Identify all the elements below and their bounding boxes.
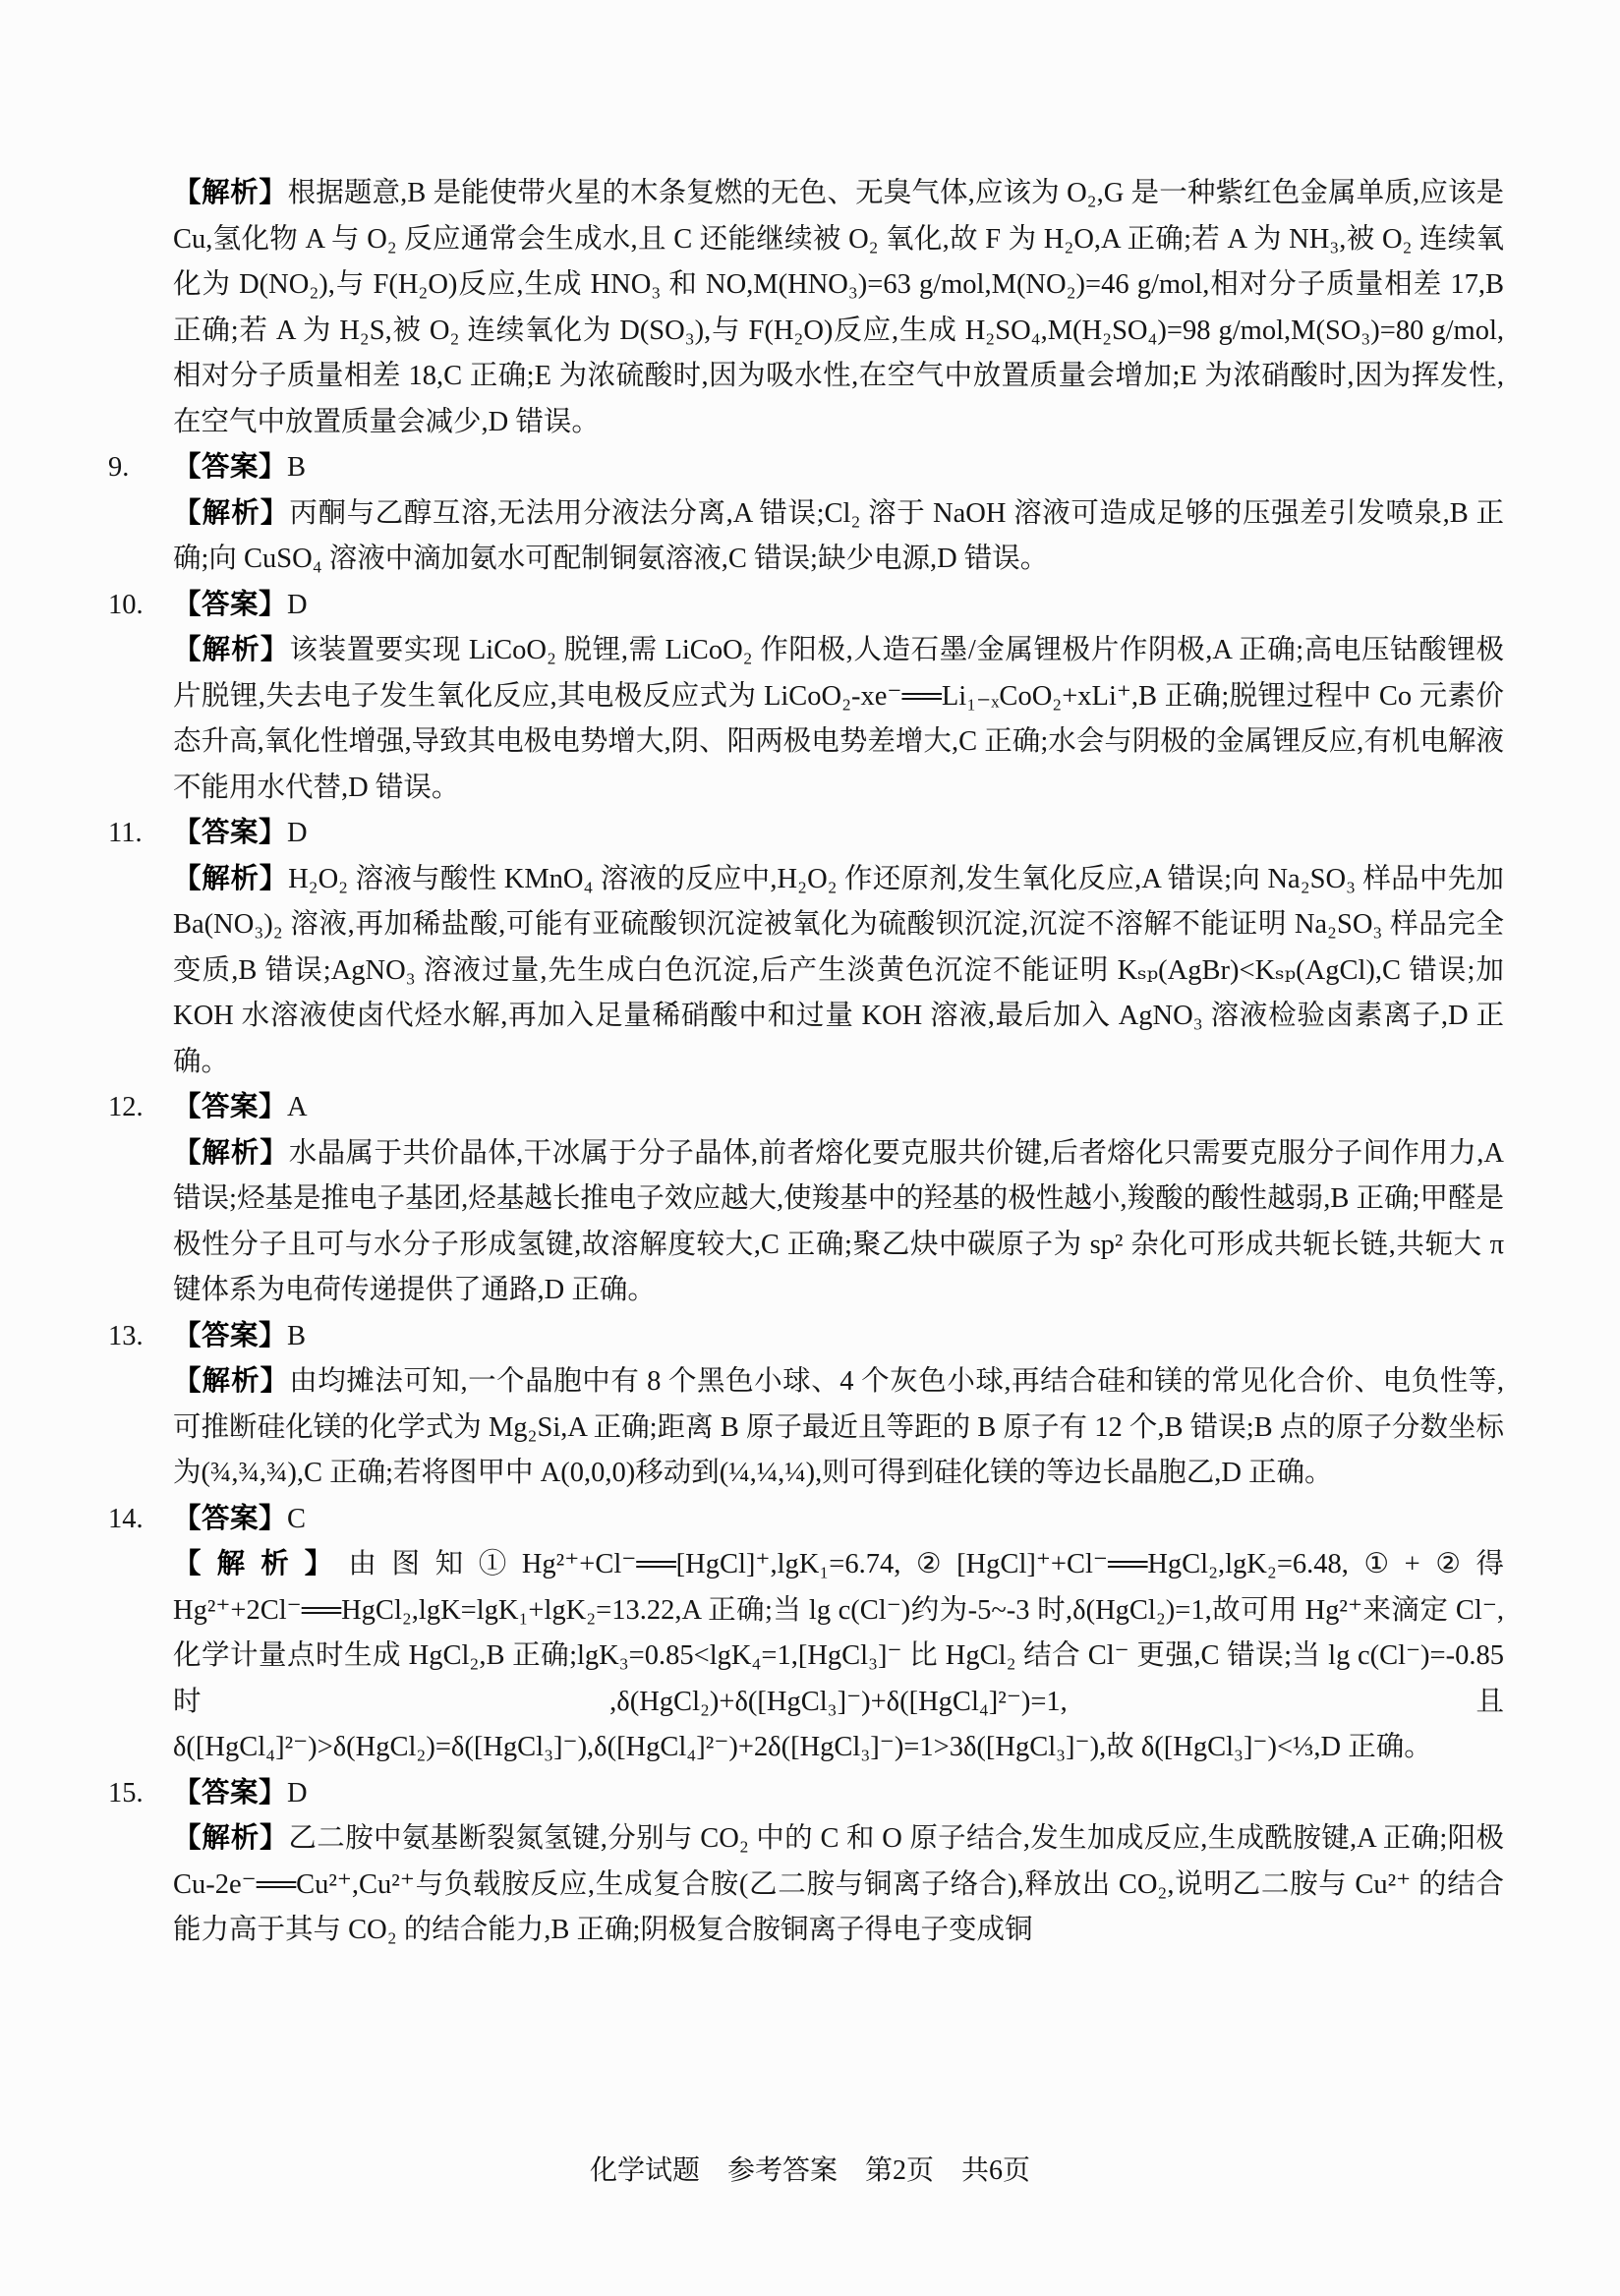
answer-item-14 xyxy=(108,1497,1504,1771)
footer-page-number: 第2页 xyxy=(865,2154,935,2186)
footer-section: 参考答案 xyxy=(726,2154,838,2186)
answer-letter: D xyxy=(287,818,308,848)
answer-item-13 xyxy=(108,1314,1504,1497)
answer-item-15 xyxy=(108,1771,1504,1954)
answer-line xyxy=(108,1314,1504,1360)
answer-label: 【答案】 xyxy=(173,1503,288,1534)
answer-item-10 xyxy=(108,583,1504,812)
answer-label: 【答案】 xyxy=(173,452,288,483)
answer-letter: B xyxy=(287,452,307,483)
answer-line xyxy=(108,1771,1504,1817)
analysis-label: 【解析】 xyxy=(173,863,289,894)
analysis-paragraph xyxy=(173,857,1504,1086)
analysis-label: 【解析】 xyxy=(173,1823,289,1854)
question-number: 12. xyxy=(108,1092,144,1122)
answer-line xyxy=(108,583,1504,629)
analysis-paragraph xyxy=(173,491,1504,583)
answer-line xyxy=(108,1085,1504,1131)
answer-item-12 xyxy=(108,1085,1504,1314)
analysis-text: 丙酮与乙醇互溶,无法用分液法分离,A 错误;Cl₂ 溶于 NaOH 溶液可造成足够的压强差引发喷泉,B 正确;向 CuSO₄ 溶液中滴加氨水可配制铜氨溶液,C 错误;缺少电源,D 错误。 xyxy=(173,497,1504,574)
analysis-text: 水晶属于共价晶体,干冰属于分子晶体,前者熔化要克服共价键,后者熔化只需要克服分子间作用力,A 错误;烃基是推电子基团,烃基越长推电子效应越大,使羧基中的羟基的极性越小,羧酸的酸性越弱,B 正确;甲醛是极性分子且可与水分子形成氢键,故溶解度较大,C 正确;聚乙炔中碳原子为 sp² 杂化可形成共轭长链,共轭大 π 键体系为电荷传递提供了通路,D 正确。 xyxy=(173,1137,1504,1305)
footer-doc-title: 化学试题 xyxy=(589,2154,700,2186)
analysis-text: 该装置要实现 LiCoO₂ 脱锂,需 LiCoO₂ 作阳极,人造石墨/金属锂极片作阴极,A 正确;高电压钴酸锂极片脱锂,失去电子发生氧化反应,其电极反应式为 LiCoO₂-xe⁻══Li₁₋ₓCoO₂+xLi⁺,B 正确;脱锂过程中 Co 元素价态升高,氧化性增强,导致其电极电势增大,阴、阳两极电势差增大,C 正确;水会与阴极的金属锂反应,有机电解液不能用水代替,D 错误。 xyxy=(173,635,1504,803)
answer-letter: A xyxy=(287,1092,308,1122)
question-number: 10. xyxy=(108,589,144,620)
question-number: 13. xyxy=(108,1320,144,1351)
analysis-text: 根据题意,B 是能使带火星的木条复燃的无色、无臭气体,应该为 O₂,G 是一种紫红色金属单质,应该是 Cu,氢化物 A 与 O₂ 反应通常会生成水,且 C 还能继续被 O₂ 氧化,故 F 为 H₂O,A 正确;若 A 为 NH₃,被 O₂ 连续氧化为 D(NO₂),与 F(H₂O)反应,生成 HNO₃ 和 NO,M(HNO₃)=63 g/mol,M(NO₂)=46 g/mol,相对分子质量相差 17,B 正确;若 A 为 H₂S,被 O₂ 连续氧化为 D(SO₃),与 F(H₂O)反应,生成 H₂SO₄,M(H₂SO₄)=98 g/mol,M(SO₃)=80 g/mol,相对分子质量相差 18,C 正确;E 为浓硫酸时,因为吸水性,在空气中放置质量会增加;E 为浓硝酸时,因为挥发性,在空气中放置质量会减少,D 错误。 xyxy=(173,178,1504,437)
analysis-paragraph xyxy=(173,1816,1504,1954)
analysis-text: 由均摊法可知,一个晶胞中有 8 个黑色小球、4 个灰色小球,再结合硅和镁的常见化合价、电负性等,可推断硅化镁的化学式为 Mg₂Si,A 正确;距离 B 原子最近且等距的 B 原子有 12 个,B 错误;B 点的原子分数坐标为(¾,¾,¾),C 正确;若将图甲中 A(0,0,0)移动到(¼,¼,¼),则可得到硅化镁的等边长晶胞乙,D 正确。 xyxy=(173,1366,1504,1488)
analysis-paragraph xyxy=(173,1131,1504,1314)
analysis-text: 由图知①Hg²⁺+Cl⁻══[HgCl]⁺,lgK₁=6.74,②[HgCl]⁺+Cl⁻══HgCl₂,lgK₂=6.48,①+②得 Hg²⁺+2Cl⁻══HgCl₂,lgK=lgK₁+lgK₂=13.22,A 正确;当 lg c(Cl⁻)约为-5~-3 时,δ(HgCl₂)=1,故可用 Hg²⁺来滴定 Cl⁻,化学计量点时生成 HgCl₂,B 正确;lgK₃=0.85<lgK₄=1,[HgCl₃]⁻ 比 HgCl₂ 结合 Cl⁻ 更强,C 错误;当 lg c(Cl⁻)=-0.85 时,δ(HgCl₂)+δ([HgCl₃]⁻)+δ([HgCl₄]²⁻)=1,且 δ([HgCl₄]²⁻)>δ(HgCl₂)=δ([HgCl₃]⁻),δ([HgCl₄]²⁻)+2δ([HgCl₃]⁻)=1>3δ([HgCl₃]⁻),故 δ([HgCl₃]⁻)<⅓,D 正确。 xyxy=(173,1549,1504,1762)
answer-label: 【答案】 xyxy=(173,589,288,620)
analysis-paragraph xyxy=(173,1359,1504,1497)
analysis-label: 【解析】 xyxy=(173,497,290,529)
analysis-label: 【解析】 xyxy=(173,1366,290,1397)
answer-line xyxy=(108,811,1504,857)
analysis-label: 【解析】 xyxy=(173,1549,349,1579)
page-footer xyxy=(0,2149,1620,2195)
footer-total-pages: 共6页 xyxy=(961,2154,1031,2186)
analysis-label: 【解析】 xyxy=(173,635,290,665)
answer-letter: D xyxy=(287,589,308,620)
question-number: 11. xyxy=(108,818,143,848)
analysis-label: 【解析】 xyxy=(173,178,288,208)
analysis-label: 【解析】 xyxy=(173,1137,289,1169)
q8-analysis-continuation xyxy=(173,171,1504,445)
analysis-text: H₂O₂ 溶液与酸性 KMnO₄ 溶液的反应中,H₂O₂ 作还原剂,发生氧化反应,A 错误;向 Na₂SO₃ 样品中先加 Ba(NO₃)₂ 溶液,再加稀盐酸,可能有亚硫酸钡沉淀被氧化为硫酸钡沉淀,沉淀不溶解不能证明 Na₂SO₃ 样品完全变质,B 错误;AgNO₃ 溶液过量,先生成白色沉淀,后产生淡黄色沉淀不能证明 Kₛₚ(AgBr)<Kₛₚ(AgCl),C 错误;加 KOH 水溶液使卤代烃水解,再加入足量稀硝酸中和过量 KOH 溶液,最后加入 AgNO₃ 溶液检验卤素离子,D 正确。 xyxy=(173,863,1504,1077)
answer-letter: D xyxy=(287,1777,308,1808)
answer-line xyxy=(108,1497,1504,1543)
answer-label: 【答案】 xyxy=(173,1092,288,1122)
analysis-paragraph xyxy=(173,1542,1504,1771)
question-number: 15. xyxy=(108,1777,144,1808)
answer-letter: B xyxy=(287,1320,307,1351)
question-number: 9. xyxy=(108,452,130,483)
answer-key-content xyxy=(108,171,1504,1954)
answer-label: 【答案】 xyxy=(173,1777,288,1808)
answer-line xyxy=(108,445,1504,491)
analysis-paragraph xyxy=(173,628,1504,811)
answer-label: 【答案】 xyxy=(173,818,288,848)
answer-label: 【答案】 xyxy=(173,1320,288,1351)
answer-item-9 xyxy=(108,445,1504,583)
analysis-text: 乙二胺中氨基断裂氮氢键,分别与 CO₂ 中的 C 和 O 原子结合,发生加成反应,生成酰胺键,A 正确;阳极 Cu-2e⁻══Cu²⁺,Cu²⁺与负载胺反应,生成复合胺(乙二胺与铜离子络合),释放出 CO₂,说明乙二胺与 Cu²⁺ 的结合能力高于其与 CO₂ 的结合能力,B 正确;阴极复合胺铜离子得电子变成铜 xyxy=(173,1823,1504,1945)
answer-letter: C xyxy=(287,1503,307,1534)
answer-item-11 xyxy=(108,811,1504,1085)
question-number: 14. xyxy=(108,1503,144,1534)
